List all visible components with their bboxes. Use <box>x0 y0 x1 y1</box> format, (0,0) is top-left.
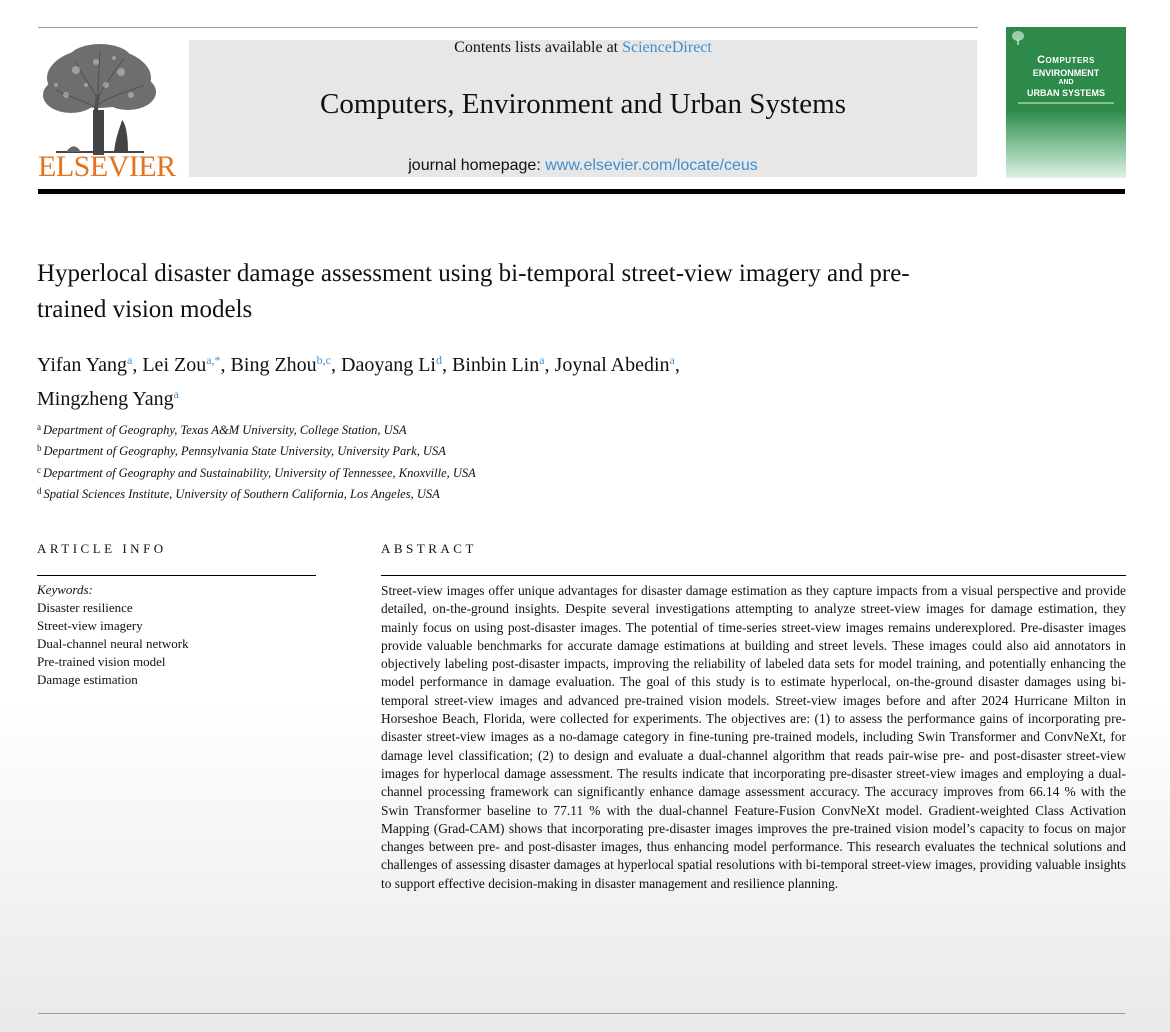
author-name[interactable]: Lei Zou <box>142 354 207 376</box>
contents-prefix: Contents lists available at <box>454 39 623 56</box>
affiliation-text: Department of Geography, Texas A&M University, College Station, USA <box>43 423 407 437</box>
author-name[interactable]: Joynal Abedin <box>554 354 670 376</box>
keywords-label: Keywords: <box>37 582 93 597</box>
header-thick-rule <box>38 189 1125 194</box>
bottom-rule <box>38 1013 1125 1014</box>
affiliation-key: a <box>37 422 41 432</box>
affiliation-key: d <box>37 485 42 496</box>
author-affiliation-sup[interactable]: a <box>127 353 133 367</box>
sciencedirect-link[interactable]: ScienceDirect <box>622 39 712 56</box>
author-name[interactable]: Binbin Lin <box>451 354 540 376</box>
contents-line <box>189 39 977 57</box>
author-name[interactable]: Daoyang Li <box>341 354 436 376</box>
abstract-heading: ABSTRACT <box>381 541 477 556</box>
affiliation-item <box>37 461 737 482</box>
journal-title: Computers, Environment and Urban Systems <box>320 88 846 120</box>
cover-divider <box>1018 102 1114 104</box>
affiliation-key: b <box>37 443 42 454</box>
affiliation-item <box>37 439 737 460</box>
keyword-item: Damage estimation <box>37 671 138 687</box>
abstract-rule <box>381 575 1126 576</box>
keywords-block <box>37 581 317 688</box>
publisher-name: ELSEVIER <box>38 150 176 183</box>
author-affiliation-sup[interactable]: d <box>435 353 442 367</box>
cover-title-line1: Computers <box>1037 54 1095 66</box>
affiliation-text: Spatial Sciences Institute, University of Southern California, Los Angeles, USA <box>43 486 440 501</box>
affiliation-key: c <box>37 464 41 475</box>
author-affiliation-sup[interactable]: a,* <box>206 353 221 367</box>
top-rule <box>38 27 978 28</box>
author-affiliation-sup[interactable]: a <box>669 353 675 367</box>
author-name[interactable]: Mingzheng Yang <box>37 388 174 410</box>
author-affiliation-sup[interactable]: b,c <box>316 353 331 367</box>
affiliation-item <box>37 482 737 503</box>
author-name[interactable]: Yifan Yang <box>37 354 128 376</box>
article-title: Hyperlocal disaster damage assessment using bi-temporal street-view imagery and pre-trained vision models <box>37 260 910 323</box>
keyword-item: Street-view imagery <box>37 617 143 633</box>
keyword-item: Dual-channel neural network <box>37 635 189 651</box>
author-affiliation-sup[interactable]: a <box>539 353 545 367</box>
abstract-text: Street-view images offer unique advantages for disaster damage estimation as they capture impacts from a visual perspective and provide detailed, on-the-ground insights. Despite several investigations attempting to analyze street-view images for damage estimation, they mainly focus on using post-disaster images. The potential of time-series street-view images remains underexplored. Pre-disaster images provide valuable benchmarks for accurate damage estimations at building and street levels. These images could also aid annotators in objectively labeling post-disaster impacts, improving the reliability of labeled data sets for model training, and potentially enhancing the model performance in damage evaluation. The goal of this study is to estimate hyperlocal, on-the-ground disaster damages using bi-temporal street-view images and advanced pre-trained vision models. Street-view images before and after 2024 Hurricane Milton in Horseshoe Beach, Florida, were collected for experiments. The objectives are: (1) to assess the performance gains of incorporating pre-disaster street-view images as a no-damage category in fine-tuning pre-trained models, including Swin Transformer and ConvNeXt, for damage level classification; (2) to design and evaluate a dual-channel algorithm that reads pair-wise pre- and post-disaster street-view images for hyperlocal damage assessment. The results indicate that incorporating pre-disaster street-view images and employing a dual-channel processing framework can significantly enhance damage assessment accuracy. The accuracy improves from 66.14 % with the Swin Transformer baseline to 77.11 % with the dual-channel Feature-Fusion ConvNeXt model. Gradient-weighted Class Activation Mapping (Grad-CAM) shows that incorporating pre-disaster images improves the pre-trained vision model’s capacity to focus on major changes between pre- and post-disaster images, thus enhancing model performance. This research evaluates the technical solutions and challenges of assessing disaster damages at hyperlocal spatial resolutions with bi-temporal street-view images, providing valuable insights to support effective decision-making in disaster management and resilience planning. <box>381 583 1126 891</box>
article-info-heading: ARTICLE INFO <box>37 541 167 556</box>
affiliation-item <box>37 418 737 439</box>
affiliation-list <box>37 418 737 503</box>
author-list: Yifan Yang$^a$, Lei Zou$^{a,*}$, Bing Zhou$^{b,c}$, Daoyang Li$^d$, Binbin Lin$^a$, Joynal Abedin$^a$, Mingzheng Yang$^a$ <box>37 353 680 410</box>
homepage-prefix: journal homepage: <box>408 157 546 174</box>
keyword-item: Pre-trained vision model <box>37 653 166 669</box>
author-affiliation-sup: a <box>173 387 179 401</box>
journal-header <box>189 40 977 177</box>
journal-homepage-line <box>189 157 977 175</box>
journal-cover-image[interactable] <box>1006 27 1126 178</box>
cover-title-line3: AND <box>1058 79 1074 86</box>
journal-homepage-link[interactable]: www.elsevier.com/locate/ceus <box>545 157 758 174</box>
author-name[interactable]: Bing Zhou <box>230 354 317 376</box>
affiliation-text: Department of Geography, Pennsylvania State University, University Park, USA <box>43 444 446 459</box>
cover-title-line4: URBAN SYSTEMS <box>1026 88 1105 98</box>
article-info-rule <box>37 575 316 576</box>
affiliation-text: Department of Geography and Sustainability, University of Tennessee, Knoxville, USA <box>43 465 476 480</box>
keyword-item: Disaster resilience <box>37 599 133 615</box>
cover-title-line2: ENVIRONMENT <box>1032 68 1100 78</box>
cover-tree-icon <box>1011 30 1025 46</box>
